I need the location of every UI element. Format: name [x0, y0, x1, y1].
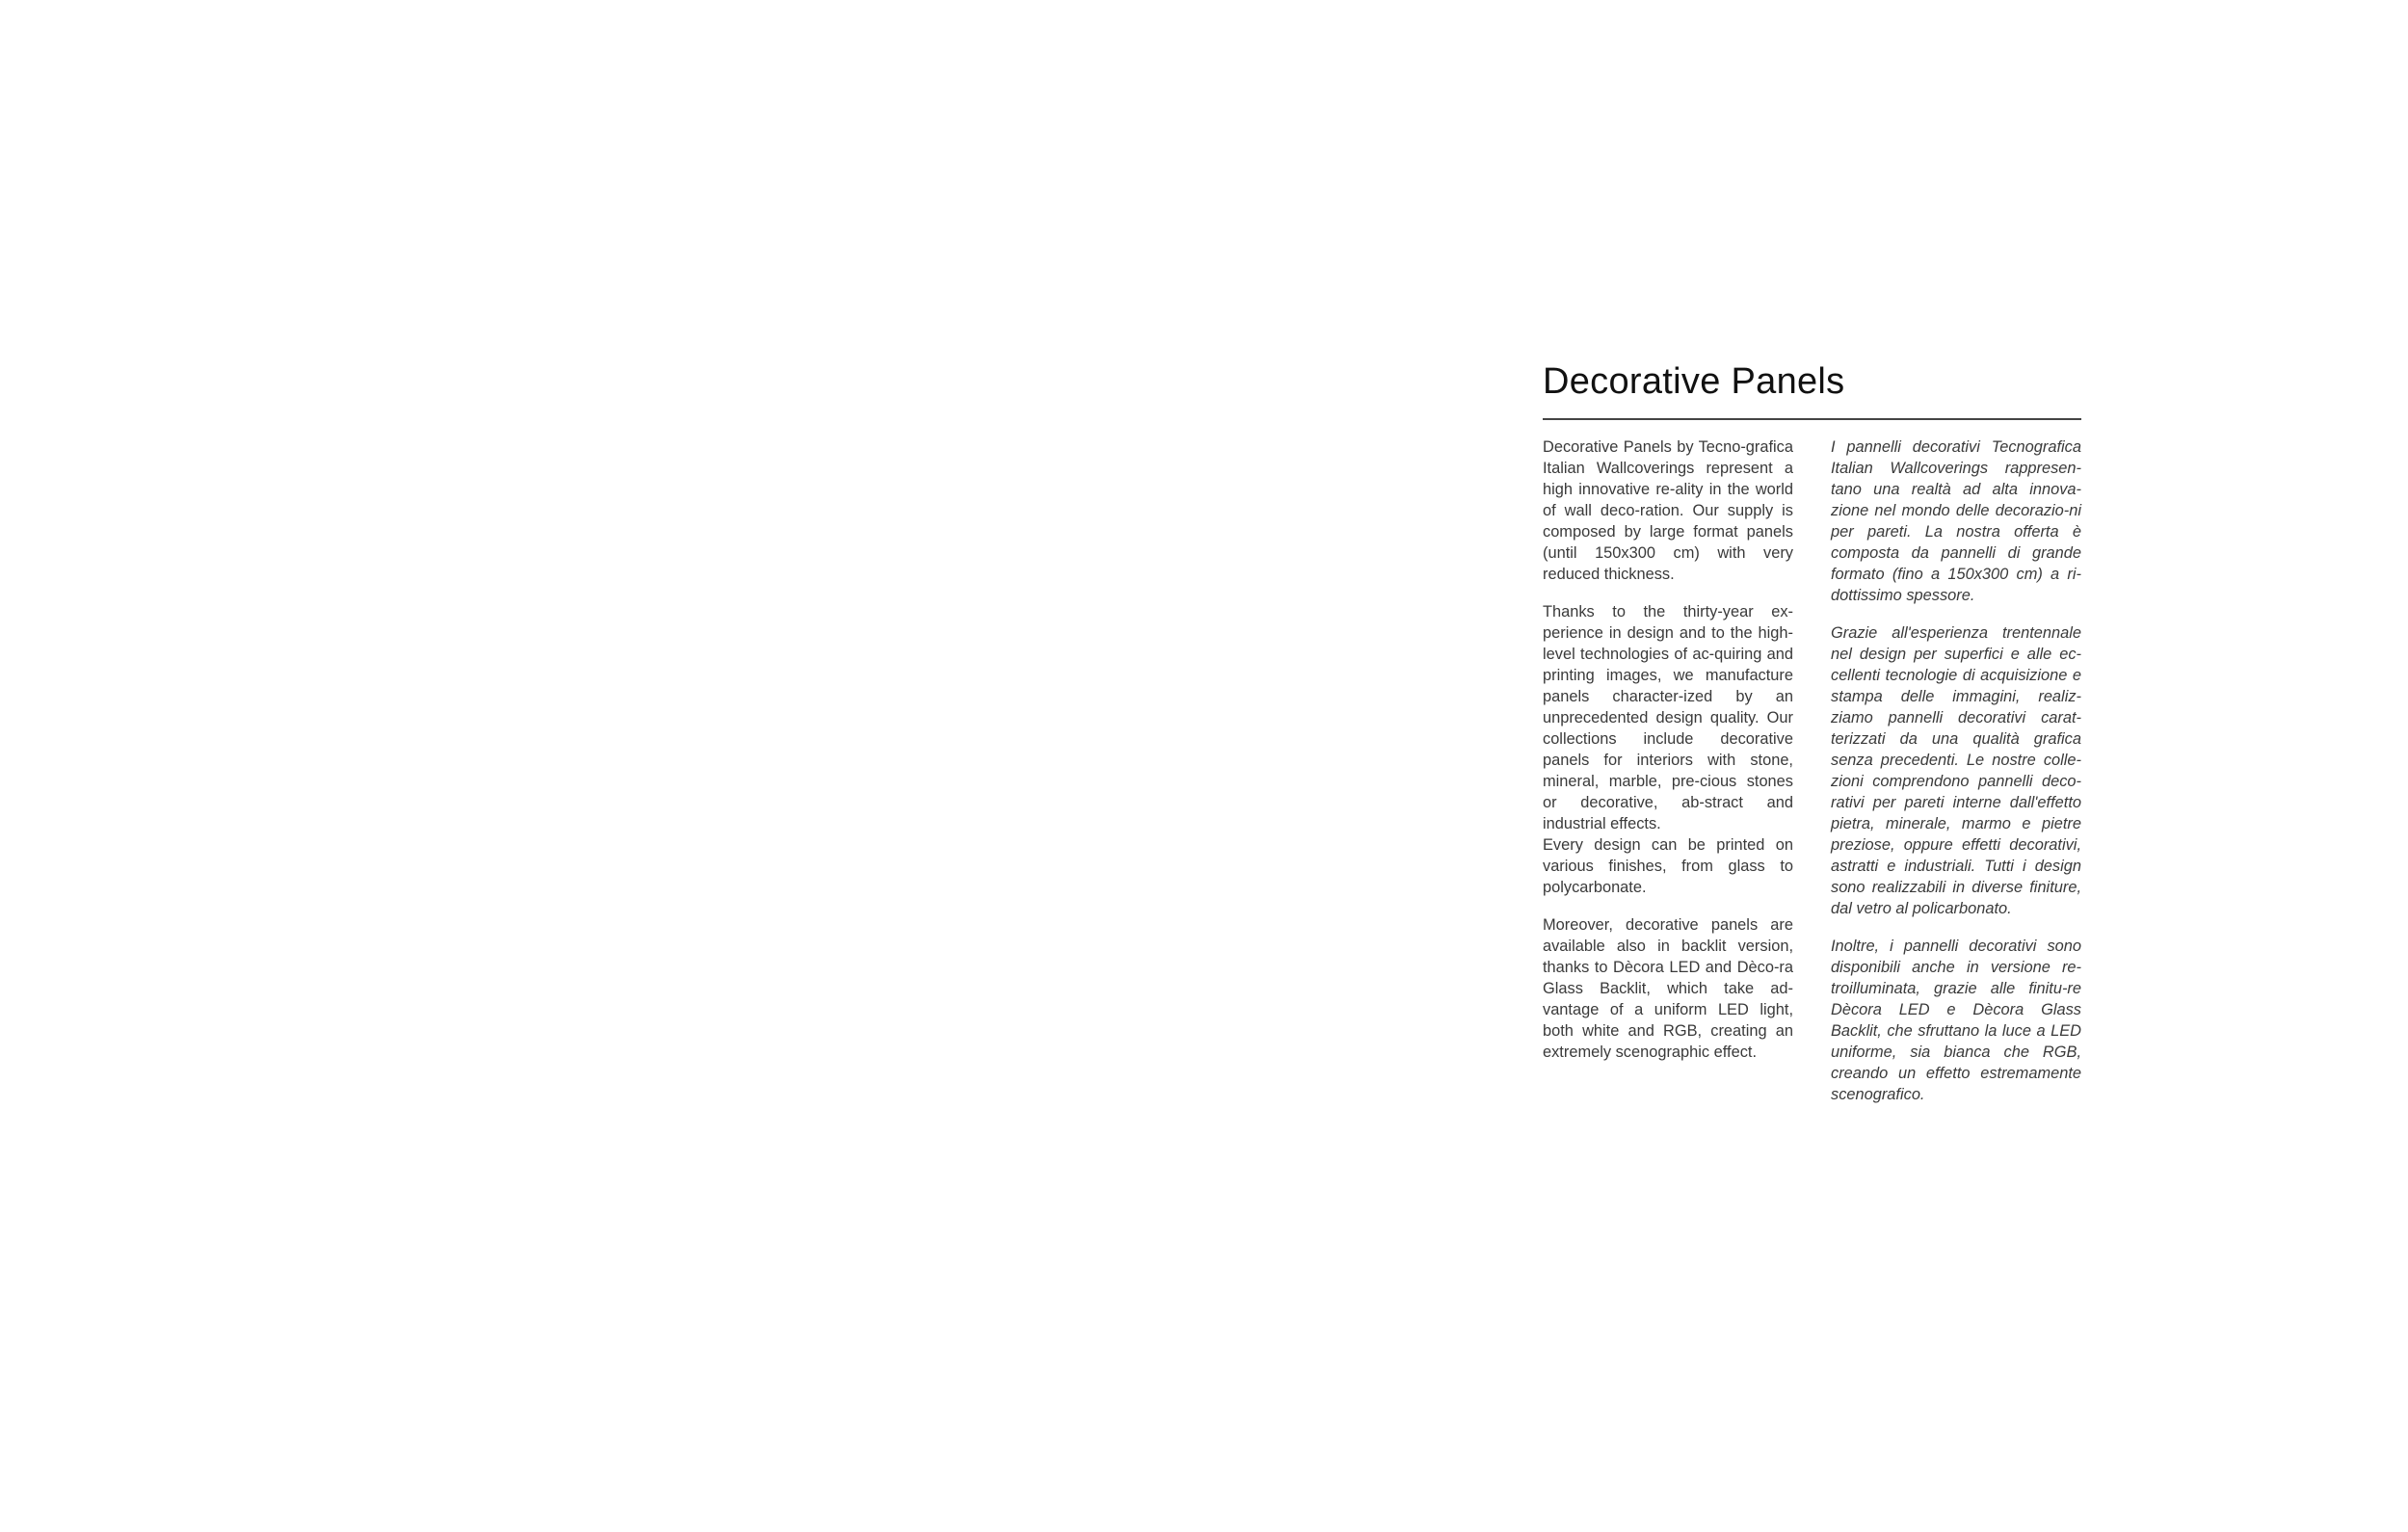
english-column — [1543, 436, 1793, 1122]
italian-paragraph-2: Grazie all'esperienza trentennale nel design per superfici e alle ec-cellenti tecnologie di acquisizione e stampa delle immagini, realiz-ziamo pannelli decorativi carat-terizzati da una qualità grafica senza precedenti. Le nostre colle-zioni comprendono pannelli deco-rativi per pareti interne dall'effetto pietra, minerale, marmo e pietre preziose, oppure effetti decorativi, astratti e industriali. Tutti i design sono realizzabili in diverse finiture, dal vetro al policarbonato. — [1831, 624, 2081, 917]
english-paragraph-1: Decorative Panels by Tecno-grafica Italian Wallcoverings represent a high innovative re-ality in the world of wall deco-ration. Our supply is composed by large format panels (until 150x300 cm) with very reduced thickness. — [1543, 438, 1793, 583]
title-divider — [1543, 418, 2081, 420]
english-paragraph-3: Moreover, decorative panels are available also in backlit version, thanks to Dècora LED and Dèco-ra Glass Backlit, which take ad-vantage of a uniform LED light, both white and RGB, creating an extremely scenographic effect. — [1543, 916, 1793, 1061]
page-title: Decorative Panels — [1543, 361, 1845, 402]
english-paragraph-2: Thanks to the thirty-year ex-perience in design and to the high-level technologies of ac-quiring and printing images, we manufacture panels character-ized by an unprecedented design quality. Our collections include decorative panels for interiors with stone, mineral, marble, pre-cious stones or decorative, ab-stract and industrial effects. Every design can be printed on various finishes, from glass to polycarbonate. — [1543, 603, 1793, 896]
text-block — [1543, 358, 2081, 1122]
italian-paragraph-3: Inoltre, i pannelli decorativi sono disponibili anche in versione re-troilluminata, grazie alle finitu-re Dècora LED e Dècora Glass Backlit, che sfruttano la luce a LED uniforme, sia bianca che RGB, creando un effetto estremamente scenografico. — [1831, 938, 2081, 1103]
two-column-body — [1543, 436, 2081, 1122]
italian-column — [1831, 436, 2081, 1122]
italian-paragraph-1: I pannelli decorativi Tecnografica Italian Wallcoverings rappresen-tano una realtà ad alta innova-zione nel mondo delle decorazio-ni per pareti. La nostra offerta è composta da pannelli di grande formato (fino a 150x300 cm) a ri-dottissimo spessore. — [1831, 438, 2081, 604]
